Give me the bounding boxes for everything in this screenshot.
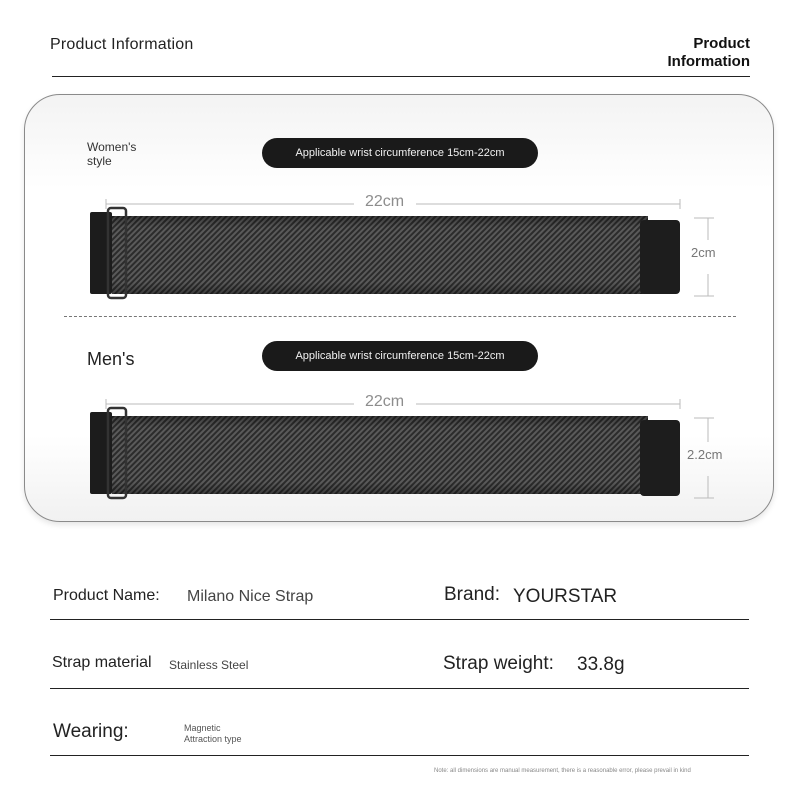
strap-weight-value: 33.8g bbox=[577, 654, 625, 675]
section-divider bbox=[64, 316, 736, 317]
mens-style-label: Men's bbox=[87, 349, 135, 369]
womens-style-label bbox=[87, 140, 136, 168]
womens-wrist-pill: Applicable wrist circumference 15cm-22cm bbox=[262, 138, 538, 168]
wearing-value-line2: Attraction type bbox=[184, 734, 242, 744]
header-title-right bbox=[630, 35, 750, 71]
womens-width-label: 2cm bbox=[691, 245, 716, 260]
row-divider-3 bbox=[50, 755, 749, 756]
brand-label: Brand: bbox=[444, 584, 500, 605]
row-divider-1 bbox=[50, 619, 749, 620]
header-title-right-line2: Information bbox=[667, 53, 750, 70]
womens-label-line1: Women's bbox=[87, 140, 137, 154]
wearing-label: Wearing: bbox=[53, 721, 129, 742]
strap-weight-label: Strap weight: bbox=[443, 653, 554, 674]
header-title: Product Information bbox=[50, 36, 194, 53]
mens-strap-image bbox=[84, 396, 724, 502]
product-name-value: Milano Nice Strap bbox=[187, 588, 314, 605]
womens-label-line2: style bbox=[87, 154, 112, 168]
row-divider-2 bbox=[50, 688, 749, 689]
strap-material-label: Strap material bbox=[52, 654, 152, 671]
measurement-note: Note: all dimensions are manual measurement, there is a reasonable error, please prevail in kind bbox=[434, 768, 691, 774]
brand-value: YOURSTAR bbox=[513, 586, 618, 607]
mens-wrist-pill: Applicable wrist circumference 15cm-22cm bbox=[262, 341, 538, 371]
product-name-label: Product Name: bbox=[53, 587, 160, 604]
womens-strap-image bbox=[84, 196, 724, 300]
mens-length-label: 22cm bbox=[365, 393, 405, 410]
strap-material-value: Stainless Steel bbox=[169, 658, 249, 672]
wearing-value-line1: Magnetic bbox=[184, 723, 221, 733]
header-divider bbox=[52, 76, 750, 77]
womens-length-label: 22cm bbox=[365, 193, 405, 210]
mens-width-label: 2.2cm bbox=[687, 447, 723, 462]
wearing-value bbox=[184, 723, 242, 745]
header-title-right-line1: Product bbox=[693, 35, 750, 52]
